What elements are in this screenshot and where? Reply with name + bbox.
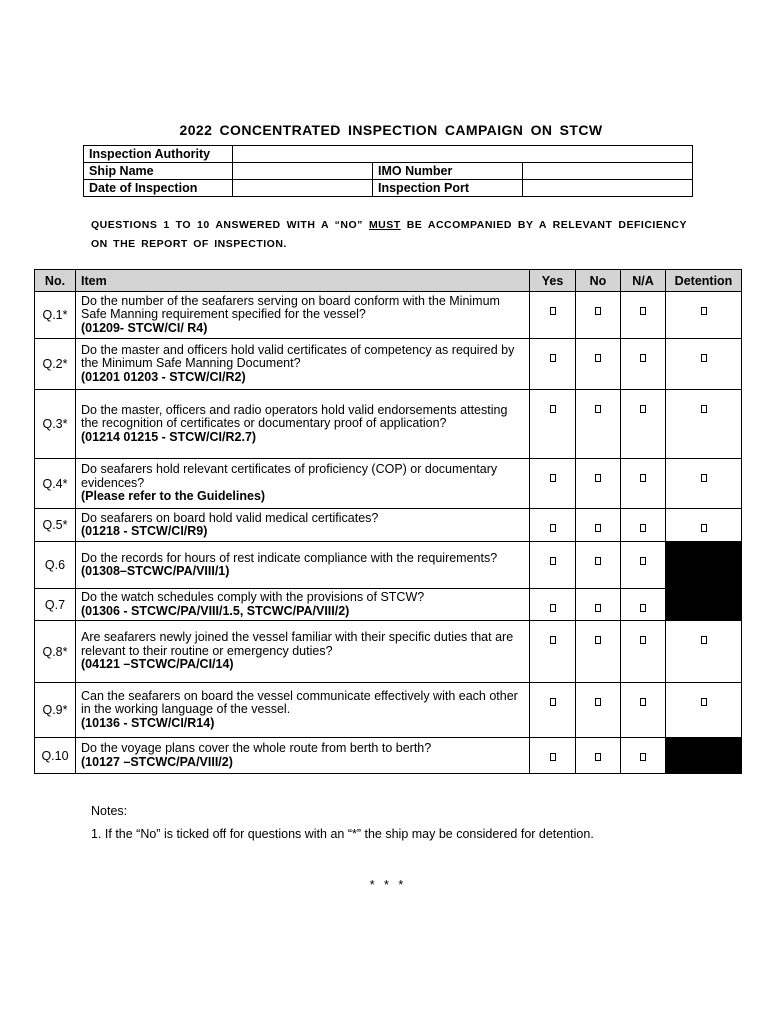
yes-checkbox[interactable] (550, 636, 556, 644)
question-reference: (01201 01203 - STCW/CI/R2) (81, 369, 246, 384)
header-no: No. (35, 270, 76, 292)
end-marker: * * * (369, 878, 407, 892)
detention-cell (666, 509, 742, 542)
na-checkbox[interactable] (640, 474, 646, 482)
question-item (76, 542, 530, 589)
yes-cell (530, 738, 576, 774)
question-number: Q.1* (35, 292, 76, 339)
directive-text (91, 216, 687, 254)
detention-checkbox[interactable] (701, 307, 707, 315)
yes-cell (530, 509, 576, 542)
yes-cell (530, 292, 576, 339)
question-item (76, 509, 530, 542)
question-text: Are seafarers newly joined the vessel familiar with their specific duties that are relevant to their routine or emergency duties? (81, 630, 514, 658)
question-reference: (04121 –STCWC/PA/CI/14) (81, 657, 234, 672)
date-row (84, 180, 693, 197)
question-number: Q.4* (35, 459, 76, 509)
question-number: Q.5* (35, 509, 76, 542)
na-checkbox[interactable] (640, 307, 646, 315)
no-checkbox[interactable] (595, 557, 601, 565)
na-checkbox[interactable] (640, 604, 646, 612)
directive-part2: BE ACCOMPANIED BY A RELEVANT DEFICIENCY ON THE REPORT OF INSPECTION. (91, 219, 687, 250)
no-cell (576, 339, 621, 390)
question-text: Do seafarers hold relevant certificates of proficiency (COP) or documentary evidences? (81, 462, 498, 490)
question-text: Do the master, officers and radio operators hold valid endorsements attesting the recognition of certificates or documentary proof of application? (81, 402, 508, 431)
question-text: Do the voyage plans cover the whole route from berth to berth? (81, 741, 432, 755)
header-detention: Detention (666, 270, 742, 292)
question-number: Q.9* (35, 683, 76, 738)
inspection-authority-label: Inspection Authority (84, 146, 233, 163)
date-of-inspection-label: Date of Inspection (84, 180, 233, 197)
question-number: Q.6 (35, 542, 76, 589)
yes-cell (530, 459, 576, 509)
inspection-authority-field[interactable] (233, 146, 693, 163)
yes-checkbox[interactable] (550, 307, 556, 315)
no-checkbox[interactable] (595, 474, 601, 482)
header-yes: Yes (530, 270, 576, 292)
yes-cell (530, 339, 576, 390)
questions-header-row (35, 270, 742, 292)
na-cell (621, 509, 666, 542)
inspection-port-label: Inspection Port (373, 180, 523, 197)
questions-table (34, 269, 742, 774)
question-reference: (01218 - STCW/CI/R9) (81, 524, 208, 538)
question-item (76, 292, 530, 339)
question-text: Do the records for hours of rest indicate compliance with the requirements? (81, 550, 498, 565)
no-cell (576, 292, 621, 339)
question-row (35, 621, 742, 683)
no-cell (576, 459, 621, 509)
na-cell (621, 292, 666, 339)
yes-cell (530, 390, 576, 459)
inspection-info-table (83, 145, 693, 197)
yes-checkbox[interactable] (550, 524, 556, 532)
question-item (76, 390, 530, 459)
page-title: 2022 CONCENTRATED INSPECTION CAMPAIGN ON STCW (179, 122, 603, 138)
question-row (35, 542, 742, 589)
question-number: Q.7 (35, 589, 76, 621)
na-cell (621, 542, 666, 589)
na-checkbox[interactable] (640, 405, 646, 413)
question-item (76, 459, 530, 509)
question-row (35, 390, 742, 459)
no-cell (576, 621, 621, 683)
detention-cell-blacked-out (666, 589, 742, 621)
no-cell (576, 683, 621, 738)
yes-checkbox[interactable] (550, 557, 556, 565)
question-reference: (01308–STCWC/PA/VIII/1) (81, 564, 230, 578)
detention-checkbox[interactable] (701, 524, 707, 532)
yes-checkbox[interactable] (550, 698, 556, 706)
na-cell (621, 459, 666, 509)
detention-cell (666, 621, 742, 683)
na-cell (621, 589, 666, 621)
no-cell (576, 542, 621, 589)
imo-number-label: IMO Number (373, 163, 523, 180)
question-row (35, 509, 742, 542)
detention-checkbox[interactable] (701, 698, 707, 706)
directive-must: MUST (368, 219, 401, 231)
question-item (76, 589, 530, 621)
date-of-inspection-field[interactable] (233, 180, 373, 197)
detention-cell-blacked-out (666, 738, 742, 774)
yes-checkbox[interactable] (550, 405, 556, 413)
detention-cell (666, 292, 742, 339)
question-number: Q.10 (35, 738, 76, 774)
detention-checkbox[interactable] (701, 354, 707, 362)
no-checkbox[interactable] (595, 604, 601, 612)
detention-cell (666, 339, 742, 390)
no-checkbox[interactable] (595, 636, 601, 644)
header-na: N/A (621, 270, 666, 292)
question-item (76, 621, 530, 683)
question-text: Can the seafarers on board the vessel communicate effectively with each other in the working language of the vessel. (81, 688, 518, 717)
question-reference: (01209- STCW/CI/ R4) (81, 320, 208, 335)
yes-cell (530, 542, 576, 589)
yes-cell (530, 621, 576, 683)
notes (91, 800, 711, 846)
na-cell (621, 683, 666, 738)
no-checkbox[interactable] (595, 307, 601, 315)
question-item (76, 683, 530, 738)
na-checkbox[interactable] (640, 354, 646, 362)
question-item (76, 738, 530, 774)
question-reference: (10127 –STCWC/PA/VIII/2) (81, 754, 233, 769)
no-cell (576, 738, 621, 774)
na-checkbox[interactable] (640, 753, 646, 761)
question-reference: (10136 - STCW/CI/R14) (81, 715, 215, 730)
yes-cell (530, 589, 576, 621)
na-cell (621, 339, 666, 390)
question-number: Q.2* (35, 339, 76, 390)
question-reference: (01214 01215 - STCW/CI/R2.7) (81, 429, 257, 444)
question-row (35, 459, 742, 509)
na-cell (621, 390, 666, 459)
question-row (35, 589, 742, 621)
imo-number-field[interactable] (523, 163, 693, 180)
question-number: Q.8* (35, 621, 76, 683)
question-number: Q.3* (35, 390, 76, 459)
detention-checkbox[interactable] (701, 474, 707, 482)
yes-checkbox[interactable] (550, 604, 556, 612)
inspection-authority-row (84, 146, 693, 163)
question-row (35, 339, 742, 390)
na-checkbox[interactable] (640, 636, 646, 644)
no-cell (576, 509, 621, 542)
inspection-port-field[interactable] (523, 180, 693, 197)
question-text: Do the watch schedules comply with the provisions of STCW? (81, 590, 425, 604)
header-no-answer: No (576, 270, 621, 292)
detention-cell (666, 390, 742, 459)
detention-checkbox[interactable] (701, 405, 707, 413)
question-text: Do the master and officers hold valid certificates of competency as required by the Minimum Safe Manning Document? (81, 342, 515, 371)
no-cell (576, 390, 621, 459)
no-checkbox[interactable] (595, 698, 601, 706)
question-text: Do seafarers on board hold valid medical certificates? (81, 510, 379, 525)
yes-checkbox[interactable] (550, 753, 556, 761)
no-checkbox[interactable] (595, 753, 601, 761)
detention-checkbox[interactable] (701, 636, 707, 644)
detention-cell (666, 683, 742, 738)
notes-heading: Notes: (91, 804, 128, 818)
question-reference: (01306 - STCWC/PA/VIII/1.5, STCWC/PA/VIII/2) (81, 603, 350, 618)
ship-name-field[interactable] (233, 163, 373, 180)
ship-name-label: Ship Name (84, 163, 233, 180)
note-item: 1. If the “No” is ticked off for questions with an “*” the ship may be considered for detention. (91, 827, 594, 841)
question-row (35, 738, 742, 774)
yes-checkbox[interactable] (550, 354, 556, 362)
na-checkbox[interactable] (640, 524, 646, 532)
question-row (35, 683, 742, 738)
question-reference: (Please refer to the Guidelines) (81, 489, 266, 504)
no-checkbox[interactable] (595, 524, 601, 532)
na-checkbox[interactable] (640, 557, 646, 565)
question-item (76, 339, 530, 390)
yes-cell (530, 683, 576, 738)
yes-checkbox[interactable] (550, 474, 556, 482)
detention-cell-blacked-out (666, 542, 742, 589)
no-cell (576, 589, 621, 621)
na-cell (621, 738, 666, 774)
question-text: Do the number of the seafarers serving on board conform with the Minimum Safe Manning requirement specified for the vessel? (81, 293, 500, 322)
na-cell (621, 621, 666, 683)
header-item: Item (76, 270, 530, 292)
no-checkbox[interactable] (595, 405, 601, 413)
ship-name-row (84, 163, 693, 180)
directive-part1: QUESTIONS 1 TO 10 ANSWERED WITH A “NO” (91, 219, 363, 231)
na-checkbox[interactable] (640, 698, 646, 706)
no-checkbox[interactable] (595, 354, 601, 362)
question-row (35, 292, 742, 339)
detention-cell (666, 459, 742, 509)
